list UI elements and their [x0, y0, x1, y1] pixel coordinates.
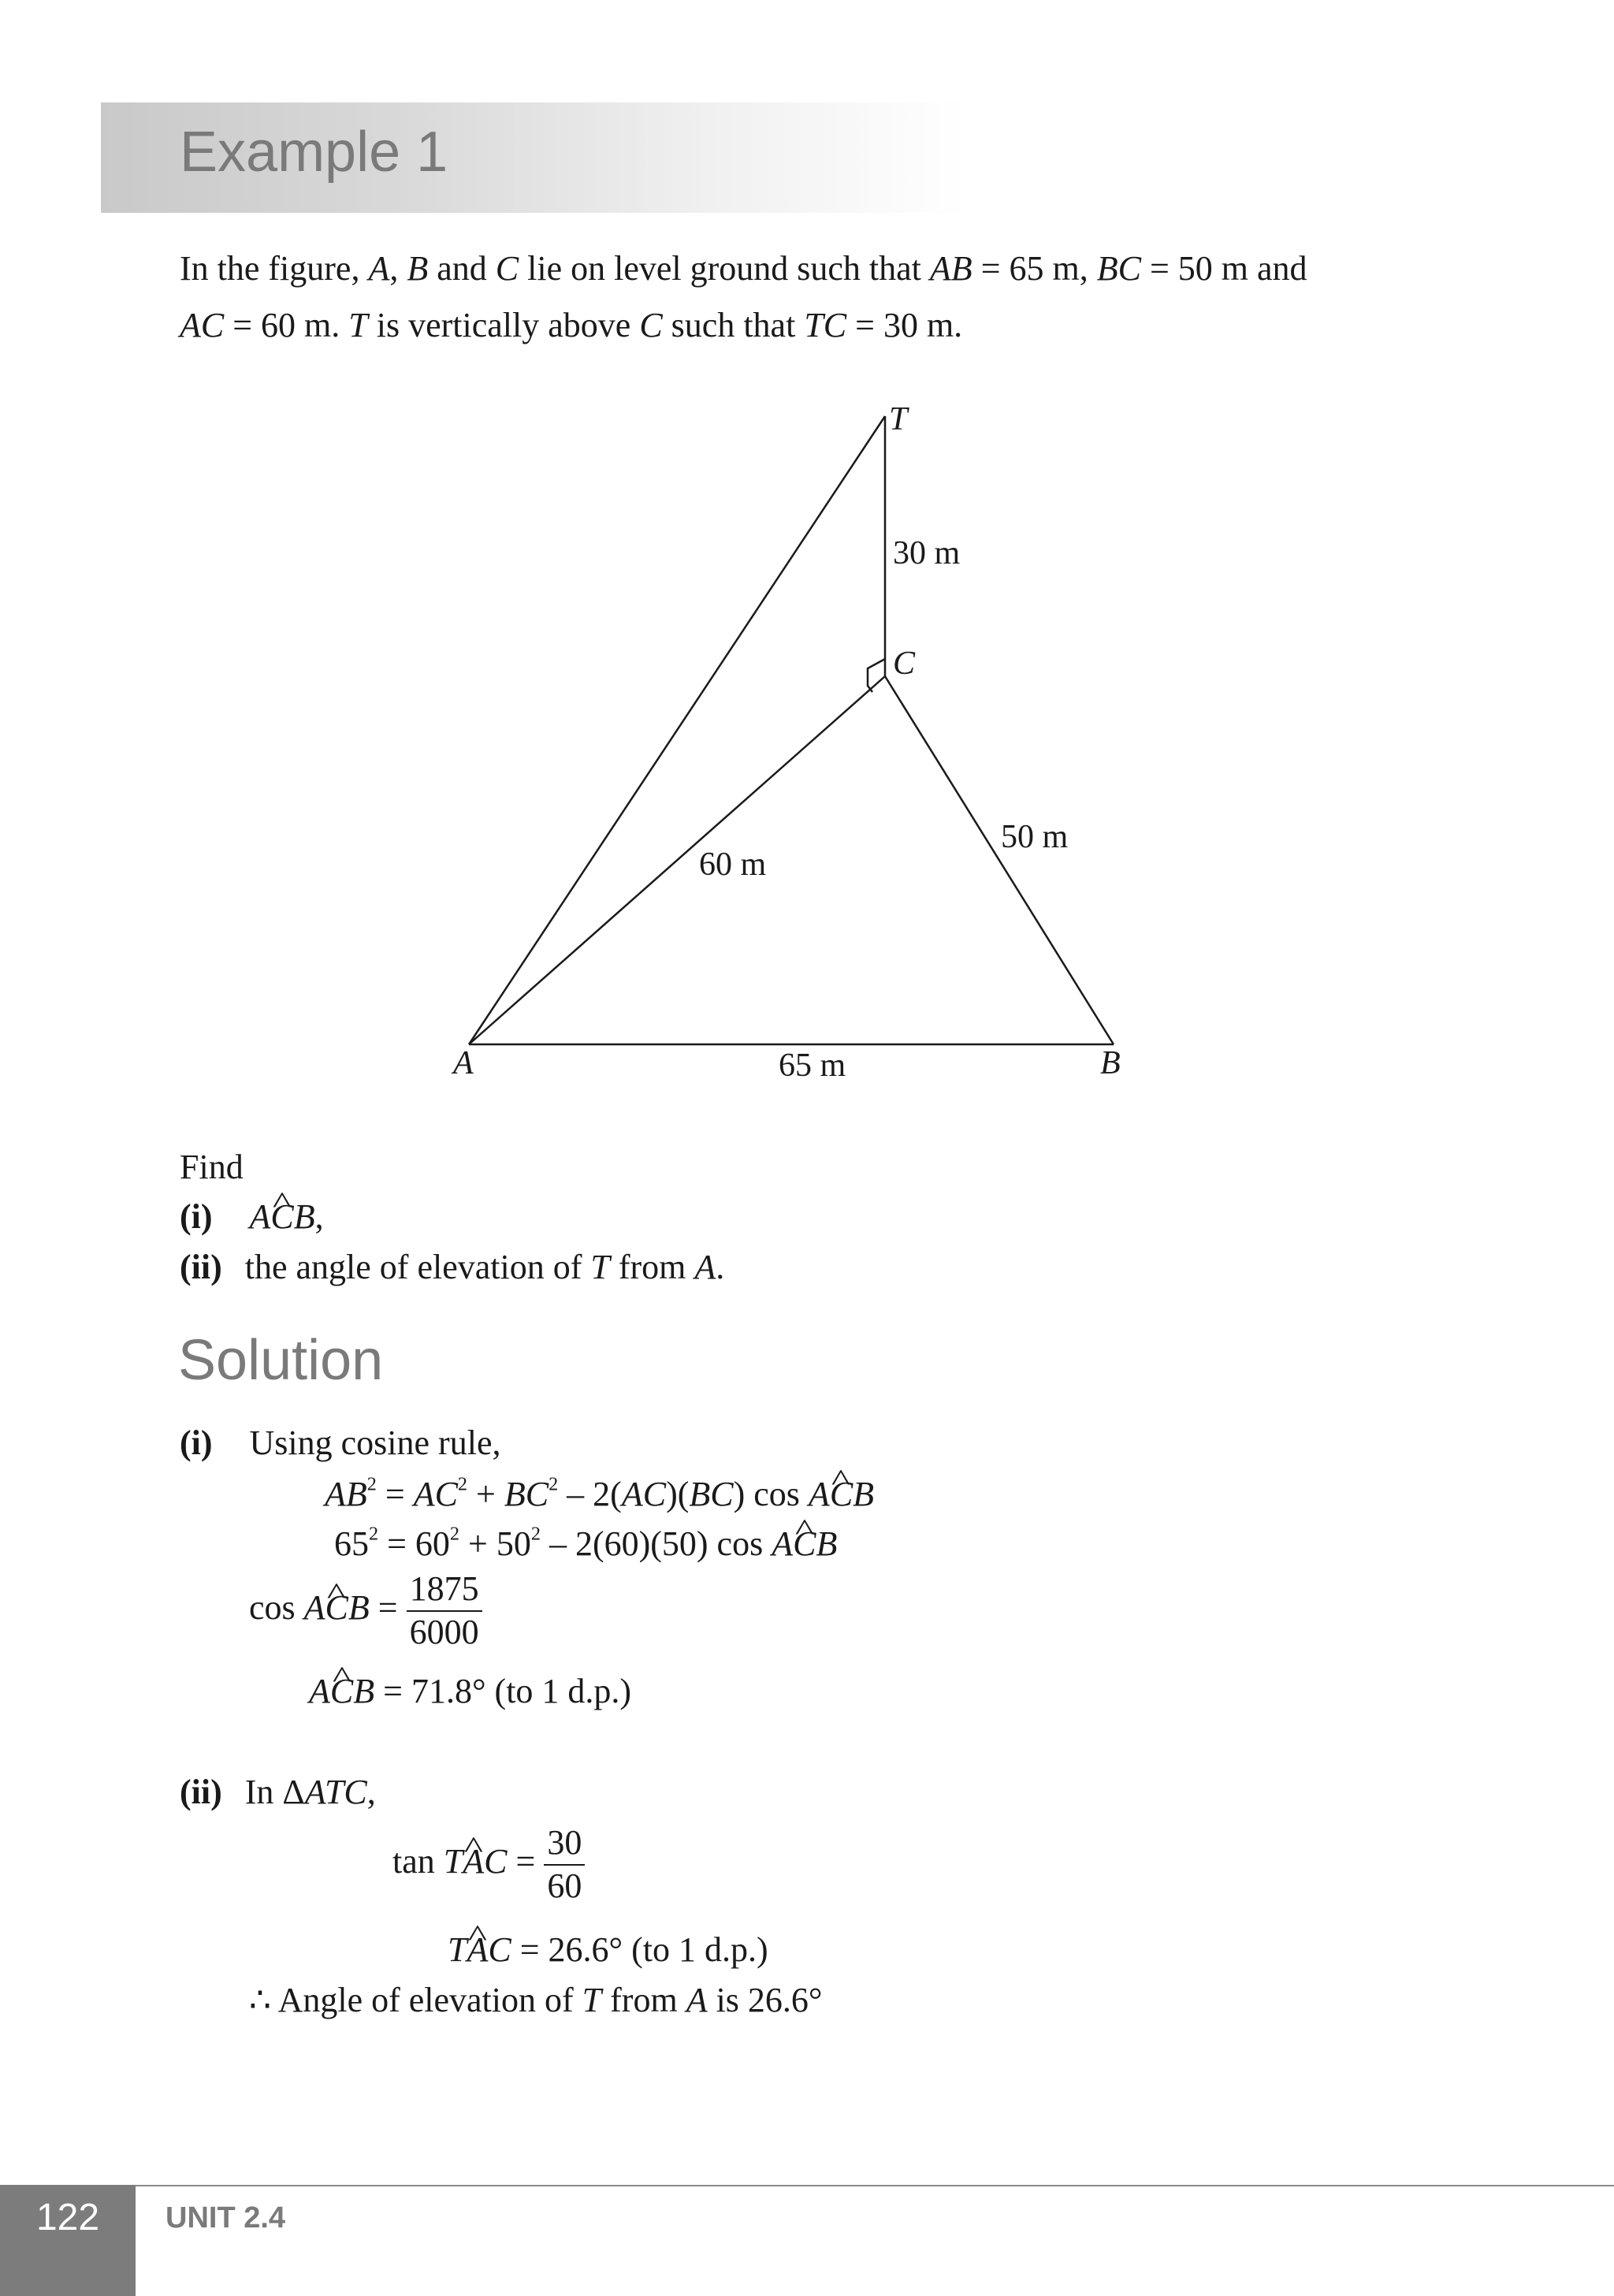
solution-part-2	[180, 1772, 376, 1812]
equation-6: T^ AC = 26.6° (to 1 d.p.)	[448, 1929, 768, 1970]
intro-line-2: AC = 60 m. T is vertically above C such that TC = 30 m.	[180, 306, 963, 344]
conclusion: ∴ Angle of elevation of T from A is 26.6°	[249, 1981, 823, 2019]
solution-title: Solution	[178, 1329, 384, 1392]
right-angle-mark	[868, 659, 885, 692]
solution-part-1-intro: Using cosine rule,	[249, 1423, 501, 1462]
question-part-2-number: (ii)	[180, 1248, 222, 1286]
unit-label: UNIT 2.4	[165, 2201, 286, 2235]
equation-5-lhs: tan T^ AC =	[392, 1842, 535, 1881]
question-part-1-number: (i)	[180, 1197, 213, 1236]
length-AB: 65 m	[779, 1048, 846, 1084]
question-part-1	[180, 1196, 324, 1237]
example-title: Example 1	[180, 121, 448, 184]
label-A: A	[453, 1045, 474, 1081]
solution-part-1	[180, 1423, 500, 1463]
equation-3-lhs: cos A^ CB =	[249, 1588, 398, 1627]
footer-rule	[136, 2185, 1614, 2186]
find-label: Find	[180, 1148, 244, 1186]
edge-CB	[885, 676, 1114, 1044]
equation-4: A^ CB = 71.8° (to 1 d.p.)	[309, 1671, 631, 1711]
equation-2: $65^2 = 60^2 + 50^2 - 2(60)(50)$ cos A^ CB	[334, 1524, 837, 1564]
solution-part-2-number: (ii)	[180, 1773, 222, 1811]
solution-part-1-number: (i)	[180, 1423, 213, 1462]
label-T: T	[889, 401, 908, 437]
question-part-2	[180, 1247, 724, 1287]
fraction-numerator: 1875	[407, 1568, 482, 1612]
question-part-1-text: A^ CB,	[250, 1197, 324, 1236]
length-BC: 50 m	[1001, 819, 1069, 855]
fraction-denominator: 60	[547, 1866, 582, 1905]
intro-line-1: In the figure, A, B and C lie on level ground such that AB = 65 m, BC = 50 m and	[180, 249, 1307, 288]
solution-part-2-intro: In ΔATC,	[244, 1773, 376, 1811]
page-number: 122	[35, 2197, 100, 2238]
fraction-denominator: 6000	[409, 1612, 479, 1651]
equation-1: $AB^2 = AC^2 + BC^2 - 2(AC)(BC)$ cos A^ CB	[325, 1474, 874, 1514]
question-part-2-text: the angle of elevation of T from A.	[244, 1248, 725, 1286]
equation-5	[392, 1822, 585, 1907]
fraction-1875-6000	[407, 1568, 482, 1654]
label-B: B	[1100, 1045, 1121, 1081]
length-TC: 30 m	[893, 535, 961, 571]
fraction-numerator: 30	[544, 1822, 585, 1866]
label-C: C	[893, 646, 916, 682]
equation-3	[249, 1568, 482, 1654]
fraction-30-60	[544, 1822, 585, 1907]
length-AC: 60 m	[699, 847, 767, 883]
